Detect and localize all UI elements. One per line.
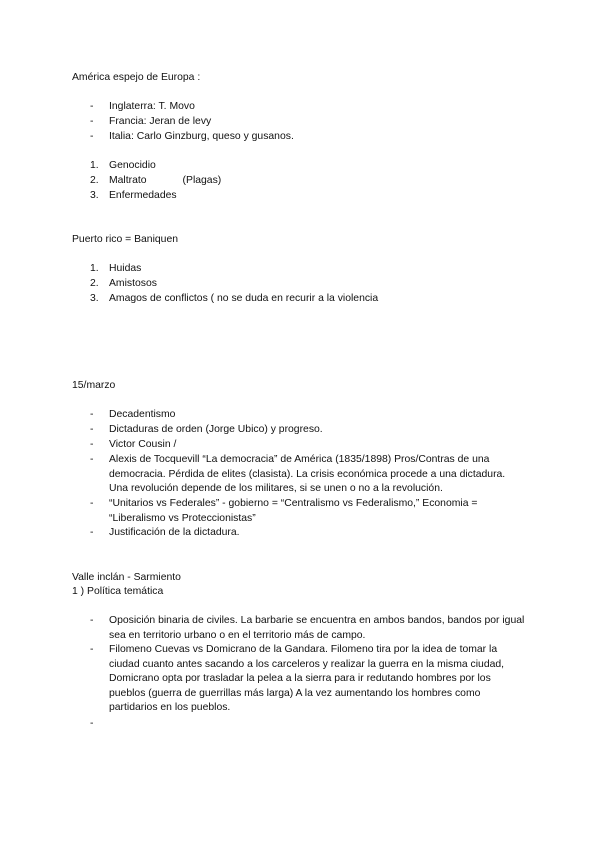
list-item-text: Decadentismo [109,409,176,420]
list-item-text: Filomeno Cuevas vs Domicrano de la Gandara. Filomeno tira por la idea de tomar la ciudad cuanto antes sacando a los carceleros y realizar la guerra en la misma ciudad, Domicrano opta por trasladar la pelea a la sierra para ir redutando hombres por los pueblos (guerra de guerrillas más larga) A la vez aumentando los hombres como partidarios en los pueblos. [109,644,505,714]
number-marker: 2. [90,175,99,186]
list-item-text: Alexis de Tocquevill “La democracia” de América (1835/1898) Pros/Contras de una democracia. Pérdida de elites (clasista). La crisis económica procede a una dictadura. Una revolución depende de los militares, si se unen o no a la revolución. [109,454,506,495]
list-item-text: Victor Cousin / [109,439,177,450]
section-heading-america: América espejo de Europa : [72,72,201,83]
list-item-text: Inglaterra: T. Movo [109,101,195,112]
list-item-text: Oposición binaria de civiles. La barbarie se encuentra en ambos bandos, bandos por igual sea en territorio urbano o en el territorio más de campo. [109,615,525,641]
bullet-marker: - [90,718,94,729]
section-heading-puerto-rico: Puerto rico = Baniquen [72,234,178,245]
bullet-marker: - [90,439,94,450]
numbered-item-text: Maltrato [109,175,147,186]
bullet-marker: - [90,644,94,655]
number-marker: 3. [90,190,99,201]
bullet-marker: - [90,498,94,509]
numbered-item-text: Genocidio [109,160,156,171]
numbered-item-text: Amistosos [109,278,157,289]
numbered-item-note: (Plagas) [182,175,222,186]
bullet-marker: - [90,615,94,626]
number-marker: 1. [90,263,99,274]
bullet-marker: - [90,116,94,127]
list-item-text: “Unitarios vs Federales” - gobierno = “Centralismo vs Federalismo,” Economia = “Liberalismo vs Proteccionistas” [109,498,478,524]
section-heading-date: 15/marzo [72,380,116,391]
bullet-marker: - [90,101,94,112]
numbered-item-text: Huidas [109,263,142,274]
numbered-item-line [109,174,526,189]
list-item-text: Dictaduras de orden (Jorge Ubico) y progreso. [109,424,323,435]
bullet-marker: - [90,454,94,465]
bullet-marker: - [90,409,94,420]
number-marker: 3. [90,293,99,304]
numbered-item-text: Enfermedades [109,190,177,201]
list-item-text: Italia: Carlo Ginzburg, queso y gusanos. [109,131,294,142]
section-subheading: 1 ) Política temática [72,586,164,597]
bullet-marker: - [90,131,94,142]
list-item-text: Justificación de la dictadura. [109,527,240,538]
numbered-item-text: Amagos de conflictos ( no se duda en recurir a la violencia [109,293,379,304]
bullet-marker: - [90,424,94,435]
section-heading-valle-inclan: Valle inclán - Sarmiento [72,572,181,583]
bullet-marker: - [90,527,94,538]
number-marker: 1. [90,160,99,171]
list-item-text: Francia: Jeran de levy [109,116,212,127]
number-marker: 2. [90,278,99,289]
